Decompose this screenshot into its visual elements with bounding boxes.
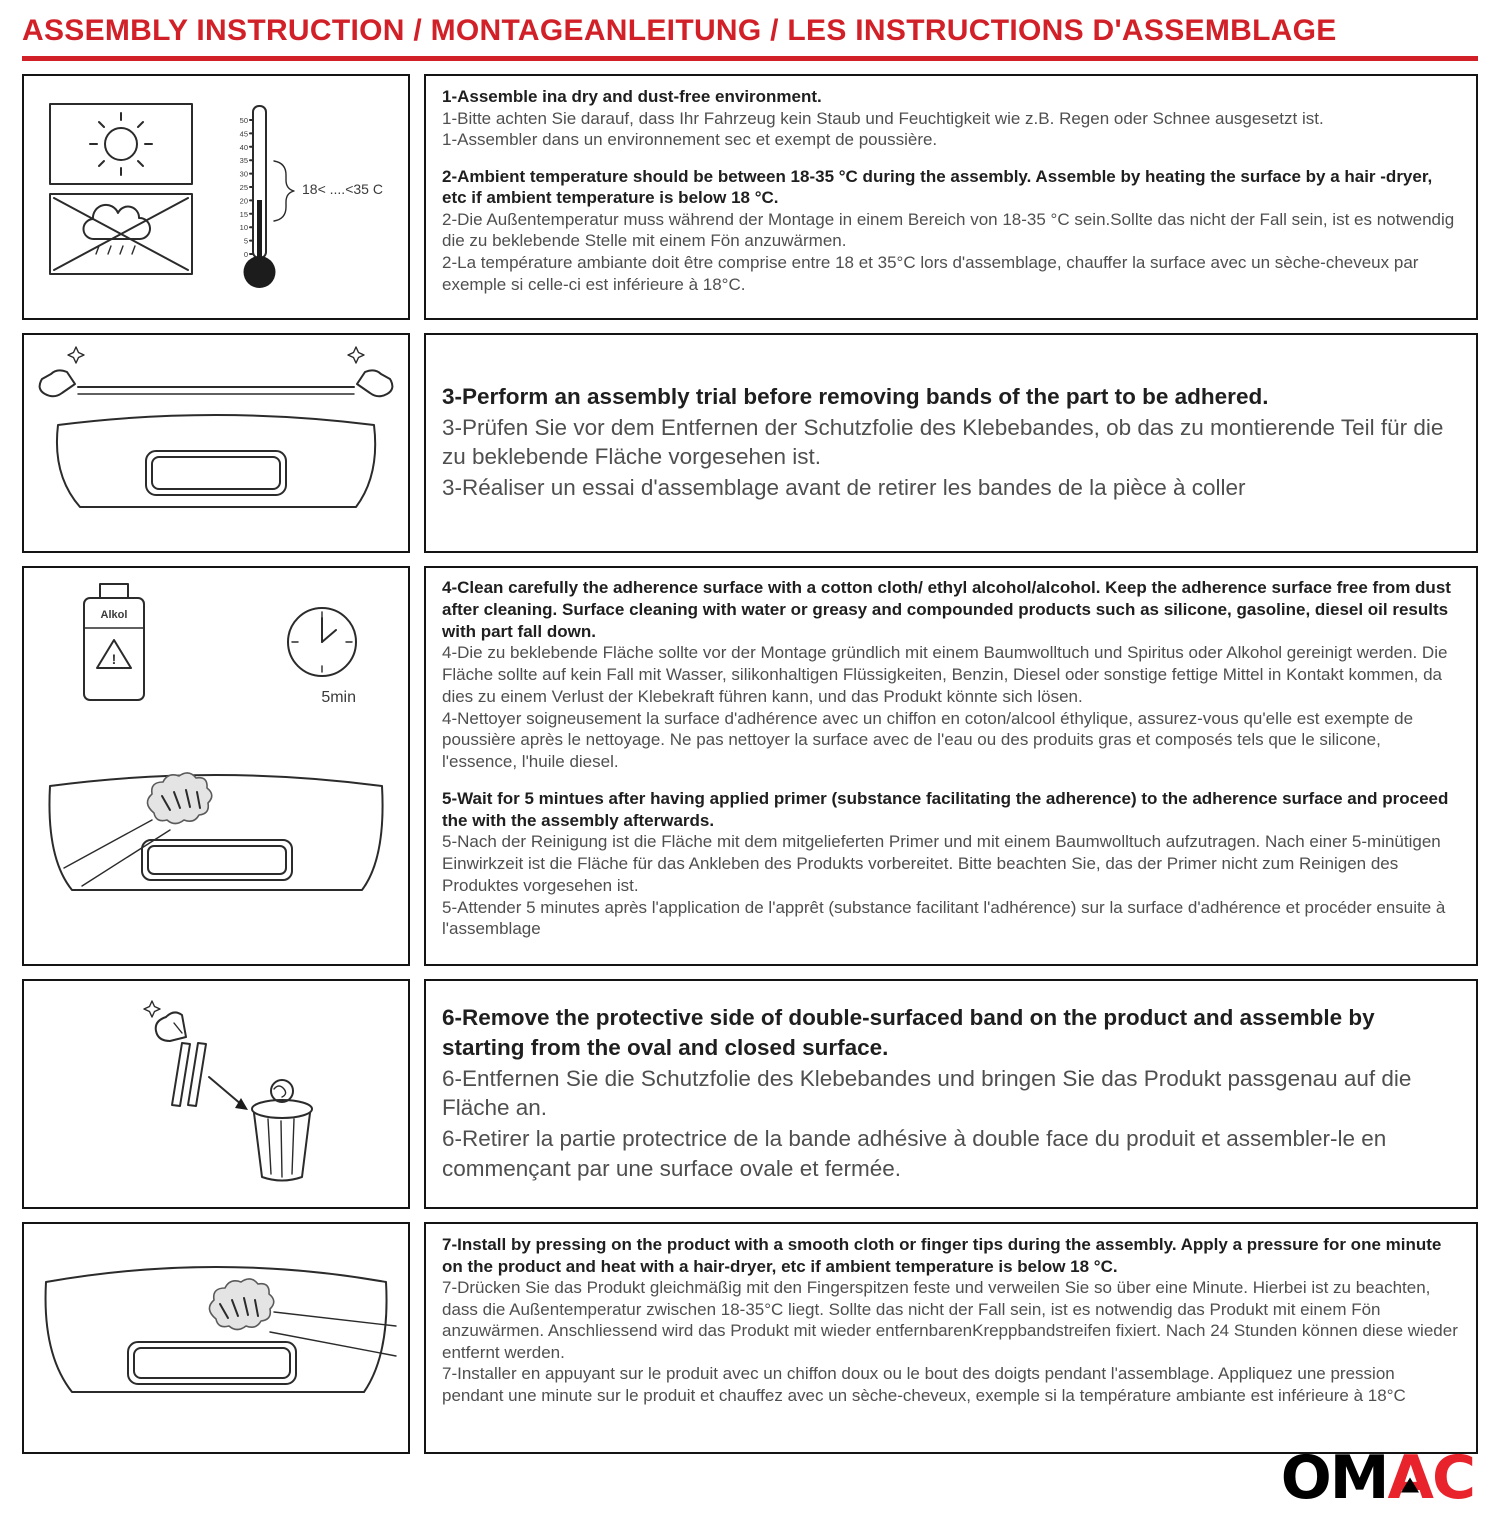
sun-icon (50, 104, 192, 184)
adhesive-band (78, 387, 354, 394)
instruction-paragraph: 2-Ambient temperature should be between 18-35 °C during the assembly. Assemble by heating the surface by a hair -dryer, etc if ambient temperature is below 18 °C. (442, 166, 1433, 208)
instruction-paragraph: 7-Install by pressing on the product with a smooth cloth or finger tips during the assembly. Apply a pressure for one minute on the product and heat with a hair-dryer, etc if ambient temperature is below 18 °C. (442, 1235, 1442, 1276)
instruction-paragraph: 4-Clean carefully the adherence surface with a cotton cloth/ ethyl alcohol/alcohol. Keep the adherence surface free from dust after cleaning. Surface cleaning with water or greasy and compounded products such as silicone, gasoline, diesel oil results with part fall down. (442, 578, 1451, 641)
instruction-paragraph: 3-Perform an assembly trial before removing bands of the part to be adhered. (442, 383, 1269, 409)
thermometer-scale (240, 116, 253, 259)
svg-text:30: 30 (239, 169, 248, 179)
instruction-row-remove-band (22, 979, 1478, 1209)
illustration-remove-band-box (22, 979, 410, 1209)
svg-text:10: 10 (239, 223, 248, 233)
svg-text:20: 20 (239, 196, 248, 206)
instruction-text-press (424, 1222, 1478, 1454)
instruction-paragraph: 2-La température ambiante doit être comprise entre 18 et 35°C lors d'assemblage, chauffer la surface avec un sèche-cheveux par exemple si celle-ci est inférieure à 18°C. (442, 253, 1419, 294)
instruction-paragraph: 6-Remove the protective side of double-surfaced band on the product and assemble by starting from the oval and closed surface. (442, 1005, 1375, 1060)
warning-triangle-icon (97, 640, 131, 668)
instruction-row-clean (22, 566, 1478, 966)
instruction-text-trial (424, 333, 1478, 553)
thermometer-icon (240, 106, 294, 288)
page-title: ASSEMBLY INSTRUCTION / MONTAGEANLEITUNG / LES INSTRUCTIONS D'ASSEMBLAGE (22, 14, 1337, 47)
bottle-label: Alkol (100, 609, 128, 621)
wiping-hand-illustration (49, 773, 382, 890)
instruction-paragraph: 4-Nettoyer soigneusement la surface d'adhérence avec un chiffon en coton/alcool éthylique, assurez-vous qu'elle est exempte de poussière après le nettoyage. Ne pas nettoyer la surface avec de l'eau ou des produits gras et composés tels que le silicone, l'essence, l'huile diesel. (442, 708, 1414, 771)
warning-mark: ! (111, 651, 117, 667)
wait-label: 5min (321, 689, 356, 706)
instruction-paragraph: 6-Retirer la partie protectrice de la bande adhésive à double face du produit et assembler-le en commençant par une surface ovale et fermée. (442, 1126, 1387, 1181)
instruction-text-remove-band (424, 979, 1478, 1209)
pressing-hand-icon (209, 1279, 396, 1356)
instruction-paragraph: 3-Réaliser un essai d'assemblage avant de retirer les bandes de la pièce à coller (442, 475, 1246, 501)
svg-text:45: 45 (239, 129, 248, 139)
cleaning-illustration (24, 568, 408, 964)
svg-text:35: 35 (239, 156, 248, 166)
holding-hand-icon (144, 1001, 186, 1041)
pressing-hand-illustration (24, 1224, 408, 1452)
svg-text:15: 15 (239, 209, 248, 219)
illustration-trial-box (22, 333, 410, 553)
instruction-paragraph: 2-Die Außentemperatur muss während der Montage in einem Bereich von 18-35 °C sein.Sollte das nicht der Fall sein, ist es notwendig die zu beklebende Stelle mit einem Fön anzuwärmen. (442, 209, 1455, 251)
instruction-paragraph: 5-Nach der Reinigung ist die Fläche mit dem mitgelieferten Primer und mit einem Baumwolltuch aufzutragen. Nach einer 5-minütigen Einwirkzeit ist die Fläche für das Ankleben des Produkts vorbereitet. Bitte beachten Sie, das der Primer nicht zum Reinigen des Produktes vorgesehen ist. (442, 832, 1441, 895)
paragraph-list (442, 577, 1460, 940)
hands-pulling-band-illustration (24, 335, 408, 551)
svg-text:5: 5 (243, 236, 248, 246)
instruction-row-environment (22, 74, 1478, 320)
instruction-paragraph: 5-Wait for 5 mintues after having applied primer (substance facilitating the adherence) to the adherence surface and proceed the with the assembly afterwards. (442, 788, 1449, 830)
instruction-text-clean (424, 566, 1478, 966)
logo-a: A (1387, 1443, 1432, 1513)
instruction-paragraph: 5-Attender 5 minutes après l'application de l'apprêt (substance facilitant l'adhérence) sur la surface d'adhérence et procéder ensuite à l'assemblage (442, 897, 1446, 939)
illustration-environment-box (22, 74, 410, 320)
logo-om: OM (1280, 1443, 1388, 1513)
logo-c: C (1431, 1443, 1474, 1513)
arrow-to-trash (209, 1077, 248, 1110)
instruction-paragraph: 7-Drücken Sie das Produkt gleichmäßig mit den Fingerspitzen feste und verweilen Sie so über eine Minute. Hierbei ist zu beachten, dass die Außentemperatur zwischen 18-35°C liegt. Sollte das nicht der Fall sein, ist es notwendig das Produkt mit einem Fön anzuwärmen. Anschliessend wird das Produkt mit wieder entfernbarenKreppbandstreifen fixiert. Nach 24 Stunden können diese wieder entfernt werden. (442, 1278, 1458, 1362)
trash-can-icon (252, 1080, 312, 1181)
svg-text:40: 40 (239, 142, 248, 152)
svg-text:0: 0 (243, 250, 248, 259)
instruction-paragraph: 6-Entfernen Sie die Schutzfolie des Klebebandes und bringen Sie das Produkt passgenau auf die Fläche an. (442, 1065, 1412, 1120)
instruction-paragraph: 1-Assemble ina dry and dust-free environment. (442, 87, 822, 106)
svg-text:50: 50 (239, 116, 248, 125)
title-underline (22, 56, 1478, 61)
instruction-row-trial (22, 333, 1478, 553)
right-hand-icon (348, 347, 392, 396)
illustration-clean-box (22, 566, 410, 966)
paragraph-list (442, 1234, 1460, 1407)
illustration-press-box (22, 1222, 410, 1454)
instruction-paragraph: 4-Die zu beklebende Fläche sollte vor der Montage gründlich mit einem Baumwolltuch und Spiritus oder Alkohol gereinigt werden. Die Fläche sollte auf kein Fall mit Wasser, silikonhaltigen Flüssigkeiten, Benzin, Diesel oder sonstige fettige Mittel in Kontakt kommen, da dies zu einem Verlust der Klebekraft führen kann, und das Produkt könnte sich lösen. (442, 643, 1448, 706)
instruction-paragraph: 7-Installer en appuyant sur le produit avec un chiffon doux ou le bout des doigts pendant l'assemblage. Appliquez une pression pendant une minute sur le produit et chauffez avec un sèche-cheveux, exemple si la température ambiante est inférieure à 18°C (442, 1364, 1406, 1406)
trim-panel (57, 415, 375, 507)
instruction-paragraph: 1-Assembler dans un environnement sec et exempt de poussière. (442, 130, 938, 150)
no-rain-icon (50, 194, 192, 274)
range-brace (274, 161, 294, 221)
paragraph-list (442, 382, 1460, 505)
instruction-paragraph: 1-Bitte achten Sie darauf, dass Ihr Fahrzeug kein Staub und Feuchtigkeit wie z.B. Regen oder Schnee ausgesetzt ist. (442, 108, 1324, 128)
instruction-paragraph: 3-Prüfen Sie vor dem Entfernen der Schutzfolie des Klebebandes, ob das zu montierende Teil für die zu beklebende Fläche vorgesehen ist. (442, 414, 1444, 469)
trim-panel (46, 1267, 387, 1392)
instruction-row-press (22, 1222, 1478, 1454)
environment-illustration (24, 76, 408, 318)
protective-strips (172, 1043, 206, 1106)
paragraph-list (442, 86, 1460, 295)
omac-logo (1280, 1443, 1474, 1513)
clock-icon (288, 608, 356, 676)
cloth-icon (147, 773, 211, 824)
left-hand-icon (40, 347, 84, 396)
temp-range-label: 18< ....<35 C (302, 181, 383, 197)
alcohol-bottle-icon (84, 584, 144, 700)
svg-text:25: 25 (239, 183, 248, 192)
footer (22, 1443, 1478, 1513)
instruction-text-environment (424, 74, 1478, 320)
peel-band-trash-illustration (24, 981, 408, 1207)
paragraph-list (442, 1003, 1460, 1185)
